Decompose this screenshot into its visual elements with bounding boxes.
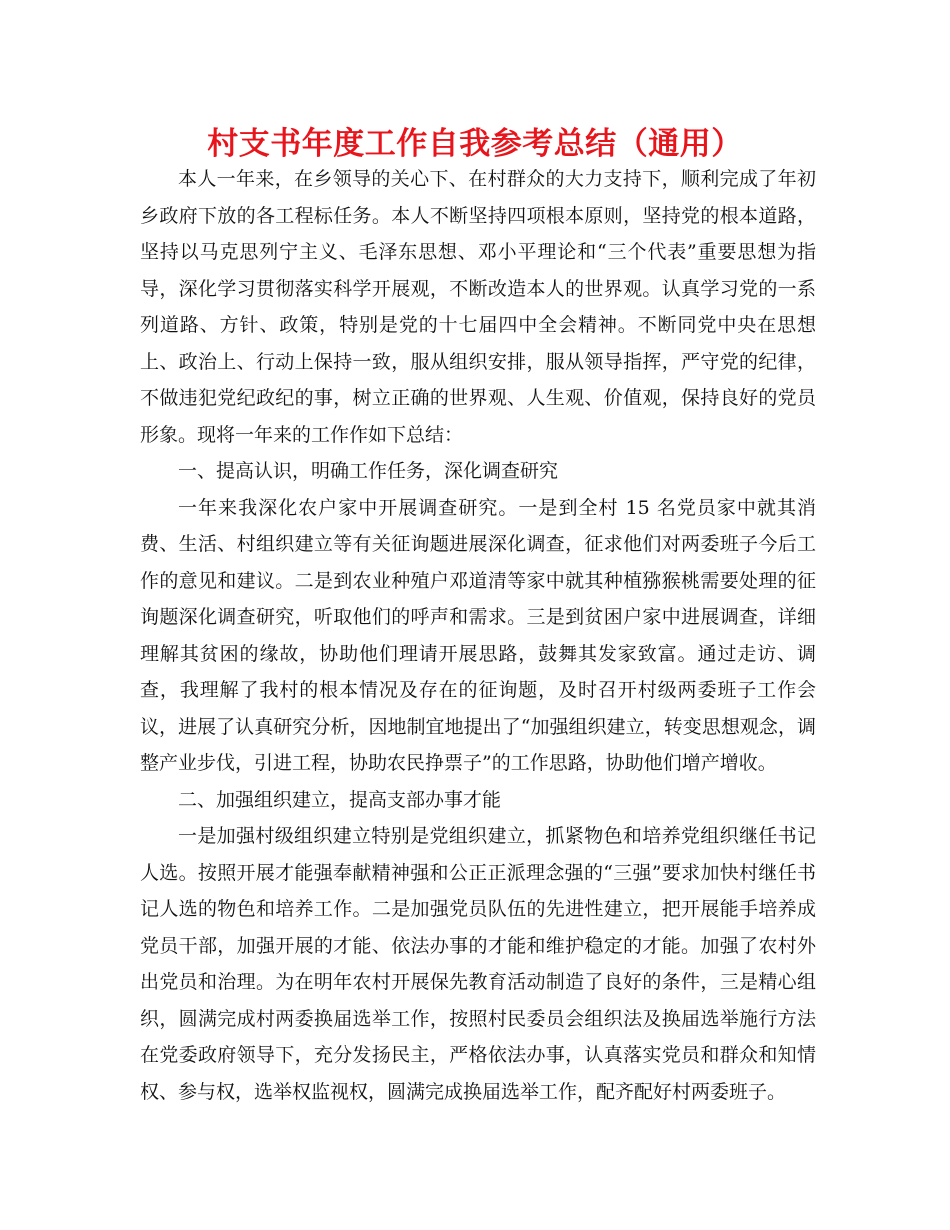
- section-heading-1: 一、提高认识，明确工作任务，深化调查研究: [178, 460, 559, 482]
- paragraph-section-1: 一年来我深化农户家中开展调查研究。一是到全村 15 名党员家中就其消费、生活、村组织建立等有关征询题进展深化调查，征求他们对两委班子今后工作的意见和建议。二是到农业种殖户邓道清等家中就其种植猕猴桃需要处理的征询题深化调查研究，听取他们的呼声和需求。三是到贫困户家中进展调查，详细理解其贫困的缘故，协助他们理请开展思路，鼓舞其发家致富。通过走访、调查，我理解了我村的根本情况及存在的征询题，及时召开村级两委班子工作会议，进展了认真研究分析，因地制宜地提出了“加强组织建立，转变思想观念，调整产业步伐，引进工程，协助农民挣票子”的工作思路，协助他们增产增收。: [140, 496, 816, 774]
- paragraph-section-2: 一是加强村级组织建立特别是党组织建立，抓紧物色和培养党组织继任书记人选。按照开展才能强奉献精神强和公正正派理念强的“三强”要求加快村继任书记人选的物色和培养工作。二是加强党员队伍的先进性建立，把开展能手培养成党员干部，加强开展的才能、依法办事的才能和维护稳定的才能。加强了农村外出党员和治理。为在明年农村开展保先教育活动制造了良好的条件，三是精心组织，圆满完成村两委换届选举工作，按照村民委员会组织法及换届选举施行方法在党委政府领导下，充分发扬民主，严格依法办事，认真落实党员和群众和知情权、参与权，选举权监视权，圆满完成换届选举工作，配齐配好村两委班子。: [140, 825, 816, 1103]
- document-title: 村支书年度工作自我参考总结（通用）: [207, 126, 743, 162]
- document-body: [140, 161, 816, 1110]
- paragraph-intro: 本人一年来，在乡领导的关心下、在村群众的大力支持下，顺利完成了年初乡政府下放的各工程标任务。本人不断坚持四项根本原则，坚持党的根本道路，坚持以马克思列宁主义、毛泽东思想、邓小平理论和“三个代表”重要思想为指导，深化学习贯彻落实科学开展观，不断改造本人的世界观。认真学习党的一系列道路、方针、政策，特别是党的十七届四中全会精神。不断同党中央在思想上、政治上、行动上保持一致，服从组织安排，服从领导指挥，严守党的纪律，不做违犯党纪政纪的事，树立正确的世界观、人生观、价值观，保持良好的党员形象。现将一年来的工作作如下总结：: [140, 168, 816, 446]
- section-heading-2: 二、加强组织建立，提高支部办事才能: [178, 788, 502, 811]
